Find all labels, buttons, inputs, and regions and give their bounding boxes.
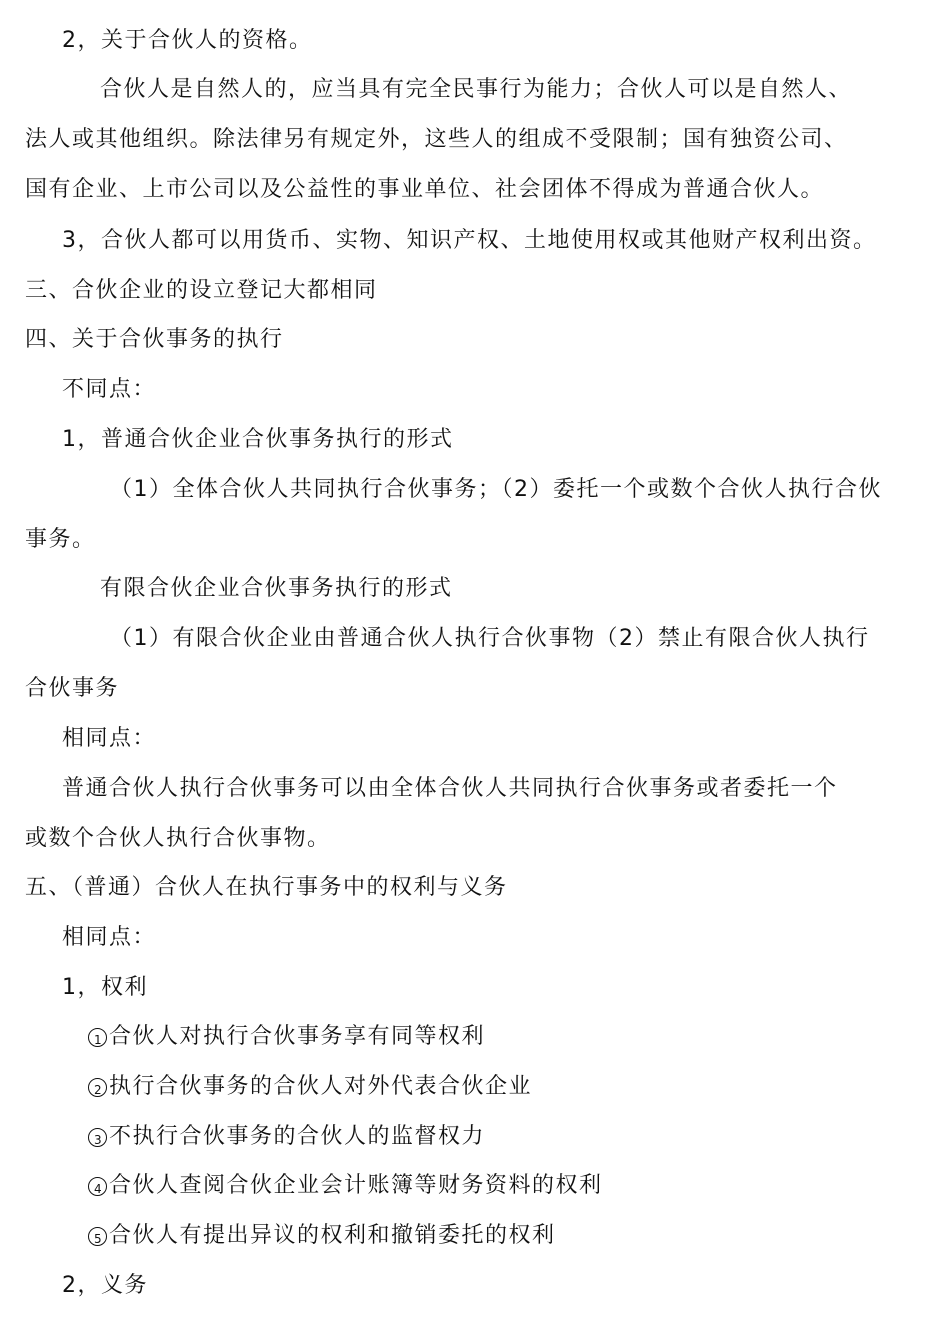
paragraph-line: 普通合伙人执行合伙事务可以由全体合伙人共同执行合伙事务或者委托一个 [62, 776, 838, 801]
rights-list-item [87, 1072, 532, 1102]
list-item-rights: 1，权利 [62, 975, 148, 1000]
circled-number-icon: 1 [87, 1022, 109, 1052]
subheading-differences: 不同点： [62, 377, 157, 402]
rights-item-text: 合伙人对执行合伙事务享有同等权利 [109, 1024, 486, 1049]
section-heading-4: 四、关于合伙事务的执行 [25, 327, 284, 352]
paragraph-line: 合伙事务 [25, 676, 120, 701]
paragraph-line: 事务。 [25, 527, 96, 552]
circled-number-icon: 5 [87, 1221, 109, 1251]
subheading-similarities: 相同点： [62, 726, 157, 751]
paragraph-line: 法人或其他组织。除法律另有规定外，这些人的组成不受限制；国有独资公司、 [25, 127, 848, 152]
rights-list-item [87, 1221, 556, 1251]
circled-number-icon: 4 [87, 1171, 109, 1201]
subheading-similarities: 相同点： [62, 925, 157, 950]
rights-item-text: 执行合伙事务的合伙人对外代表合伙企业 [109, 1074, 533, 1099]
list-item-obligations: 2，义务 [62, 1273, 148, 1298]
rights-item-text: 合伙人有提出异议的权利和撤销委托的权利 [109, 1223, 556, 1248]
paragraph-line: 合伙人是自然人的，应当具有完全民事行为能力；合伙人可以是自然人、 [100, 77, 853, 102]
section-item-2-heading: 2，关于合伙人的资格。 [62, 28, 313, 53]
circled-number-icon: 3 [87, 1122, 109, 1152]
paragraph-line: （1）全体合伙人共同执行合伙事务；（2）委托一个或数个合伙人执行合伙 [110, 477, 882, 502]
paragraph-line: 或数个合伙人执行合伙事物。 [25, 826, 331, 851]
rights-item-text: 合伙人查阅合伙企业会计账簿等财务资料的权利 [109, 1173, 603, 1198]
rights-list-item [87, 1171, 603, 1201]
rights-item-text: 不执行合伙事务的合伙人的监督权力 [109, 1124, 486, 1149]
rights-list-item [87, 1022, 485, 1052]
section-heading-3: 三、合伙企业的设立登记大都相同 [25, 278, 378, 303]
paragraph-line: 国有企业、上市公司以及公益性的事业单位、社会团体不得成为普通合伙人。 [25, 177, 825, 202]
subheading-limited-partnership: 有限合伙企业合伙事务执行的形式 [100, 576, 453, 601]
paragraph-line: （1）有限合伙企业由普通合伙人执行合伙事物（2）禁止有限合伙人执行 [110, 626, 870, 651]
rights-list-item [87, 1122, 485, 1152]
section-heading-5: 五、（普通）合伙人在执行事务中的权利与义务 [25, 875, 508, 900]
section-item-3-paragraph: 3，合伙人都可以用货币、实物、知识产权、土地使用权或其他财产权利出资。 [62, 228, 877, 253]
list-item-heading: 1，普通合伙企业合伙事务执行的形式 [62, 427, 454, 452]
circled-number-icon: 2 [87, 1072, 109, 1102]
